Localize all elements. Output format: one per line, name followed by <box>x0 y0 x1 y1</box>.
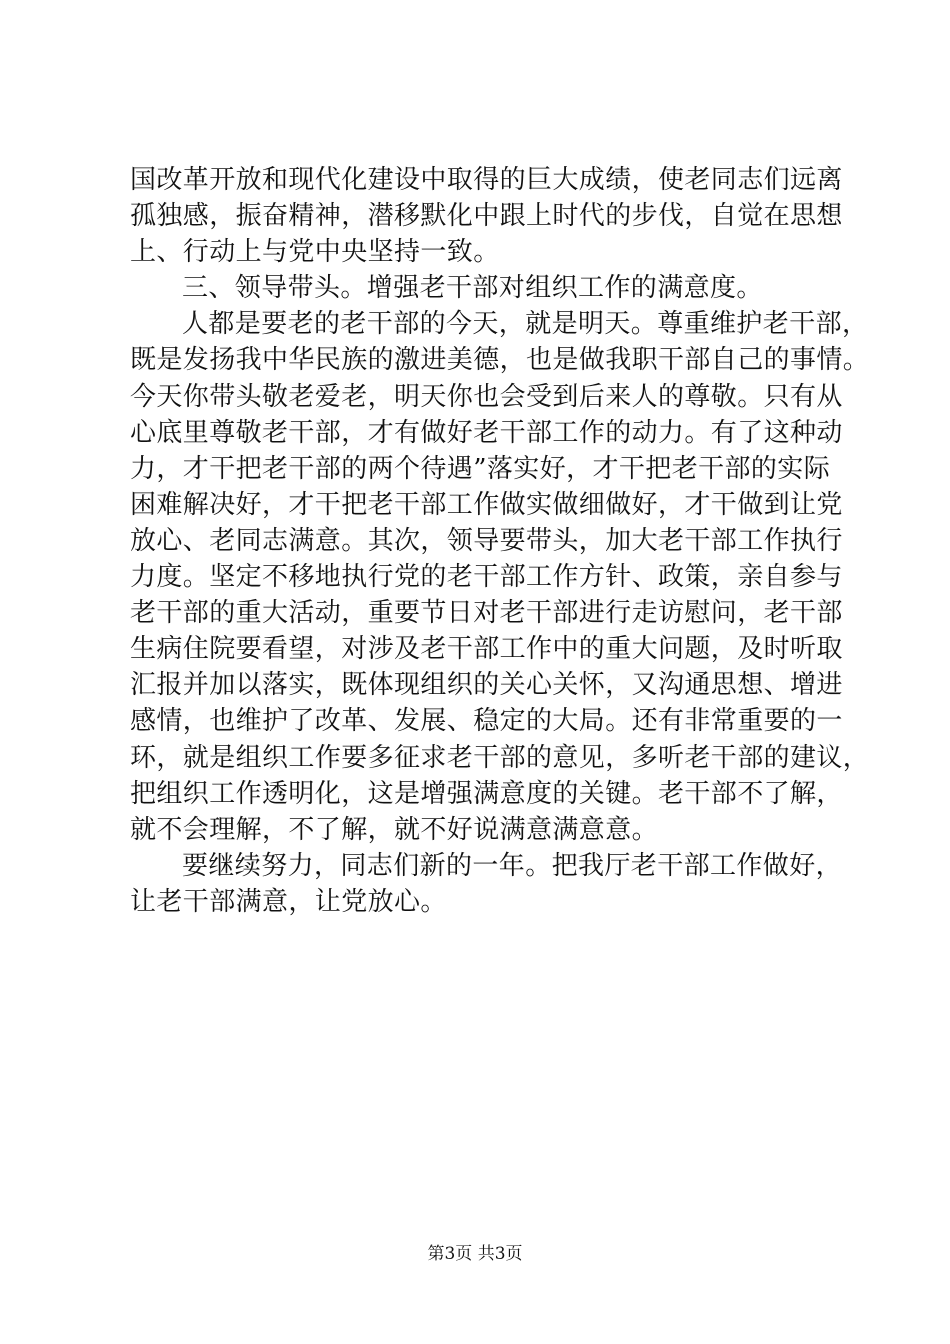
document-body <box>130 162 870 920</box>
text-line: 人都是要老的老干部的今天，就是明天。尊重维护老干部， <box>182 309 869 340</box>
text-line: 让老干部满意，让党放心。 <box>130 886 447 917</box>
text-line: 汇报并加以落实，既体现组织的关心关怀，又沟通思想、增进 <box>130 670 843 701</box>
text-line: 心底里尊敬老干部，才有做好老干部工作的动力。有了这种动 <box>130 417 843 448</box>
section-heading: 三、领导带头。增强老干部对组织工作的满意度。 <box>182 273 763 304</box>
text-line: 要继续努力，同志们新的一年。把我厅老干部工作做好， <box>182 850 843 881</box>
text-line: 生病住院要看望，对涉及老干部工作中的重大问题，及时听取 <box>130 634 843 665</box>
text-line: 感情，也维护了改革、发展、稳定的大局。还有非常重要的一 <box>130 706 843 737</box>
text-line: 力度。坚定不移地执行党的老干部工作方针、政策，亲自参与 <box>130 562 843 593</box>
text-line: 把组织工作透明化，这是增强满意度的关键。老干部不了解， <box>130 778 843 809</box>
text-line: 困难解决好，才干把老干部工作做实做细做好，才干做到让党 <box>130 489 843 520</box>
text-line: 放心、老同志满意。其次，领导要带头，加大老干部工作执行 <box>130 525 843 556</box>
page-footer <box>0 1242 950 1266</box>
text-line: 国改革开放和现代化建设中取得的巨大成绩，使老同志们远离 <box>130 165 843 195</box>
text-line: 环，就是组织工作要多征求老干部的意见，多听老干部的建议， <box>130 742 870 773</box>
text-line: 就不会理解，不了解，就不好说满意满意意。 <box>130 814 659 845</box>
page-indicator: 第3页 共3页 <box>427 1244 523 1264</box>
text-line: 老干部的重大活动，重要节日对老干部进行走访慰问，老干部 <box>130 598 843 629</box>
text-line: 今天你带头敬老爱老，明天你也会受到后来人的尊敬。只有从 <box>130 381 843 412</box>
text-line: 力，才干把老干部的两个待遇”落实好，才干把老干部的实际 <box>130 453 831 484</box>
text-line: 孤独感，振奋精神，潜移默化中跟上时代的步伐，自觉在思想 <box>130 201 843 232</box>
text-line: 上、行动上与党中央坚持一致。 <box>130 237 500 268</box>
text-line: 既是发扬我中华民族的激进美德，也是做我职干部自己的事情。 <box>130 345 870 376</box>
